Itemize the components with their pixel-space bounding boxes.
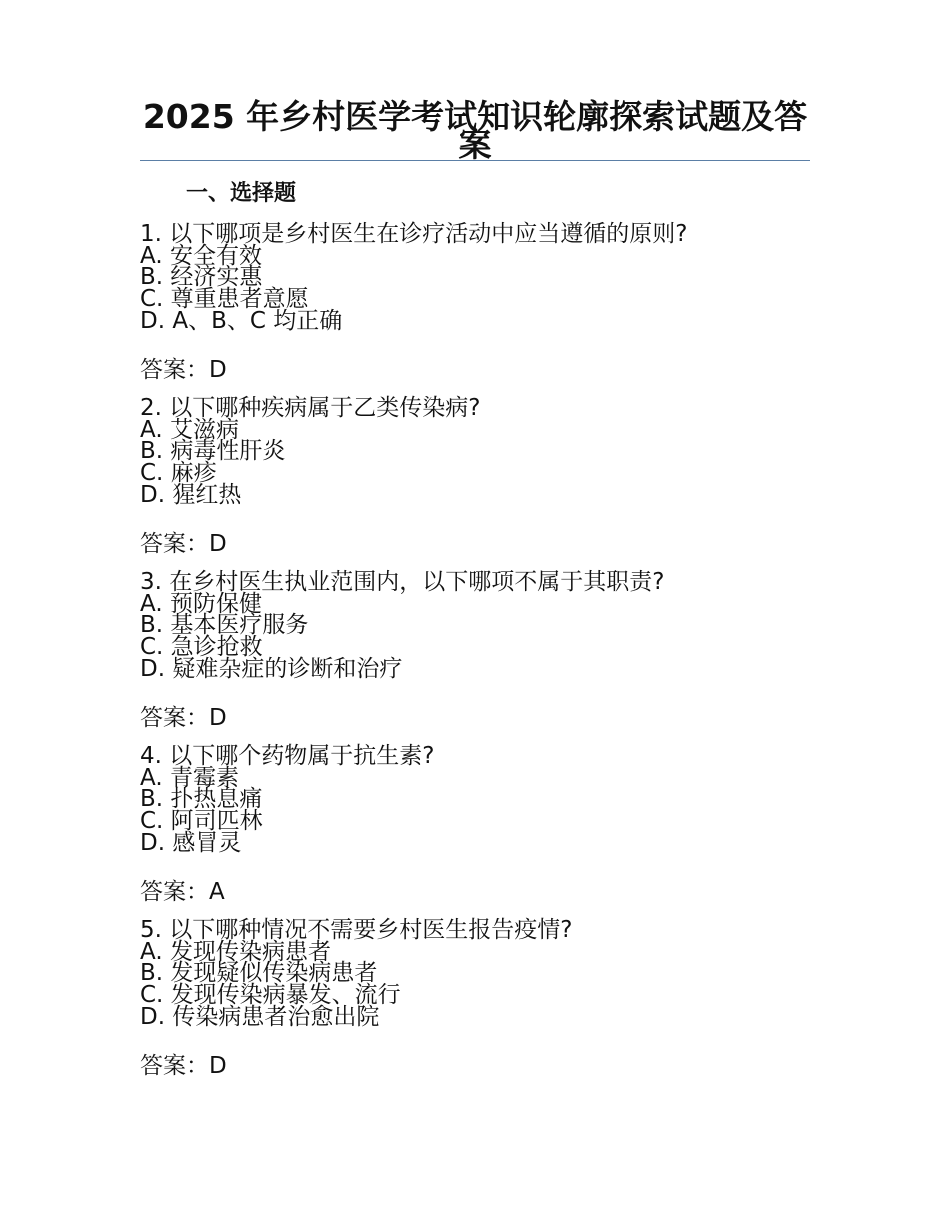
option-c: C. 麻疹 <box>140 460 217 487</box>
option-d: D. 猩红热 <box>140 481 242 508</box>
option-a: A. 青霉素 <box>140 764 239 791</box>
question-stem: 3. 在乡村医生执业范围内，以下哪项不属于其职责? <box>140 569 665 595</box>
option-a: A. 安全有效 <box>140 242 262 269</box>
question-list <box>140 221 820 1094</box>
option-b: B. 扑热息痛 <box>140 786 263 813</box>
option-c: C. 急诊抢救 <box>140 634 263 661</box>
option-d: D. A、B、C 均正确 <box>140 307 343 334</box>
question-stem: 4. 以下哪个药物属于抗生素? <box>140 743 435 769</box>
option-a: A. 发现传染病患者 <box>140 938 331 965</box>
option-d: D. 传染病患者治愈出院 <box>140 1003 380 1030</box>
option-c: C. 发现传染病暴发、流行 <box>140 982 401 1009</box>
answer: 答案：D <box>140 1052 227 1079</box>
option-b: B. 病毒性肝炎 <box>140 438 286 465</box>
question-3 <box>140 569 820 746</box>
question-stem: 2. 以下哪种疾病属于乙类传染病? <box>140 395 481 421</box>
question-2 <box>140 395 820 572</box>
answer: 答案：D <box>140 356 227 383</box>
title-divider <box>140 160 810 161</box>
question-stem: 5. 以下哪种情况不需要乡村医生报告疫情? <box>140 917 573 943</box>
option-c: C. 尊重患者意愿 <box>140 286 309 313</box>
option-b: B. 基本医疗服务 <box>140 612 309 639</box>
option-c: C. 阿司匹林 <box>140 808 263 835</box>
option-d: D. 疑难杂症的诊断和治疗 <box>140 655 403 682</box>
question-4 <box>140 743 820 920</box>
question-stem: 1. 以下哪项是乡村医生在诊疗活动中应当遵循的原则? <box>140 221 688 247</box>
option-a: A. 艾滋病 <box>140 416 239 443</box>
question-1 <box>140 221 820 398</box>
question-5 <box>140 917 820 1094</box>
option-b: B. 经济实惠 <box>140 264 263 291</box>
answer: 答案：A <box>140 878 225 905</box>
option-b: B. 发现疑似传染病患者 <box>140 960 378 987</box>
answer: 答案：D <box>140 704 227 731</box>
answer: 答案：D <box>140 530 227 557</box>
section-heading: 一、选择题 <box>186 181 297 206</box>
option-d: D. 感冒灵 <box>140 829 242 856</box>
option-a: A. 预防保健 <box>140 590 262 617</box>
document-title: 2025 年乡村医学考试知识轮廓探索试题及答案 <box>142 97 808 164</box>
